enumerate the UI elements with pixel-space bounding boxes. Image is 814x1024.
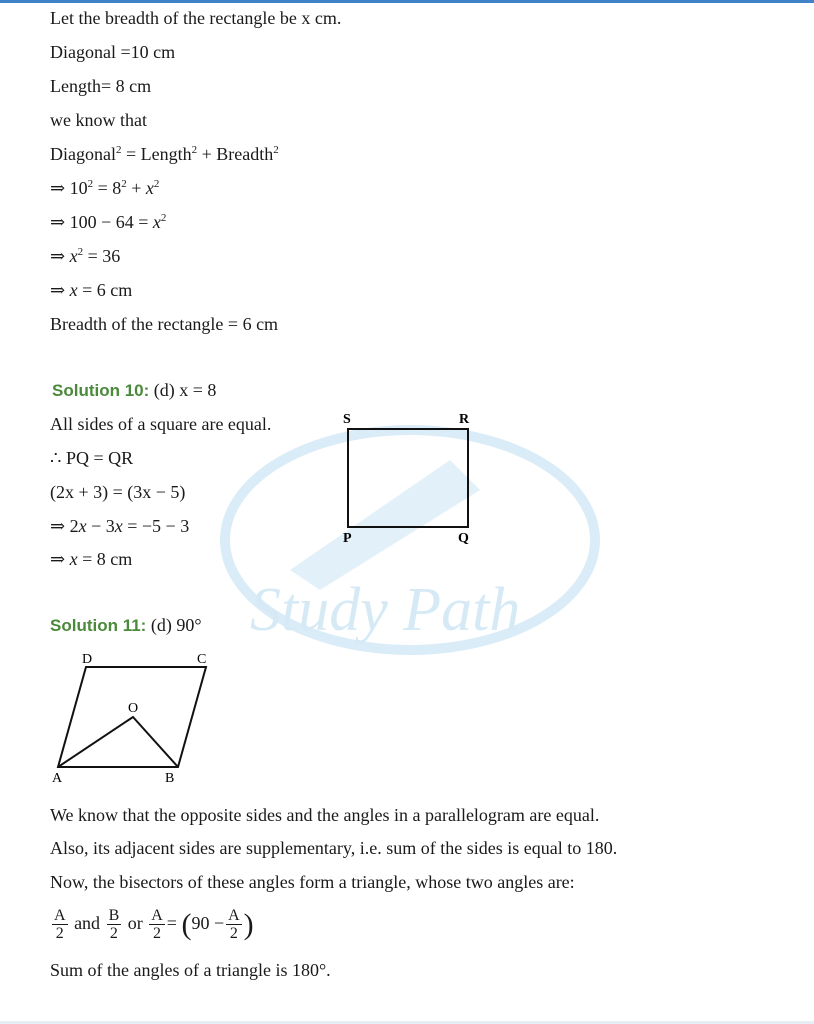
- text-line: Sum of the angles of a triangle is 180°.: [50, 960, 331, 980]
- vertex-label-d: D: [82, 652, 93, 667]
- parallelogram-diagram: [40, 645, 240, 790]
- text-line: (2x + 3) = (3x − 5): [50, 482, 186, 502]
- square-diagram: [330, 405, 490, 555]
- top-border: [0, 0, 814, 3]
- equation-line: ⇒ x = 8 cm: [50, 549, 133, 569]
- vertex-label-o: O: [128, 701, 139, 716]
- text-line: Also, its adjacent sides are supplementary, i.e. sum of the sides is equal to 180.: [50, 838, 618, 858]
- text-line: ∴ PQ = QR: [50, 448, 134, 468]
- vertex-label-p: P: [343, 531, 352, 546]
- text-line: Let the breadth of the rectangle be x cm.: [50, 8, 342, 28]
- fraction: $\frac{A}{2}$: [228, 907, 240, 943]
- fraction: $\frac{A}{2}$: [54, 907, 66, 943]
- vertex-label-c: C: [197, 652, 207, 667]
- fraction: $\frac{B}{2}$: [108, 907, 120, 943]
- equation-line: ⇒ x = 6 cm: [50, 280, 133, 300]
- solution-11-heading: Solution 11: (d) 90°: [50, 615, 202, 635]
- square-shape: [348, 429, 468, 527]
- vertex-label-s: S: [343, 412, 351, 427]
- vertex-label-b: B: [165, 771, 175, 786]
- angle-bisectors: [58, 717, 178, 767]
- solution-label: Solution 10:: [52, 381, 150, 400]
- text-line: Diagonal =10 cm: [50, 42, 176, 62]
- text-line: we know that: [50, 110, 147, 130]
- equation-line: ⇒ $x^2 = 36$: [50, 246, 121, 266]
- equation-line: ⇒ 2x − 3x = −5 − 3: [50, 516, 190, 536]
- watermark-text: Study Path: [250, 576, 521, 644]
- text-line: Length= 8 cm: [50, 76, 152, 96]
- equation-line: ⇒ $100 - 64 = x^2$: [50, 212, 167, 232]
- vertex-label-r: R: [459, 412, 470, 427]
- solution-label: Solution 11:: [50, 616, 147, 635]
- text-line: All sides of a square are equal.: [50, 414, 272, 434]
- text-line: Now, the bisectors of these angles form a triangle, whose two angles are:: [50, 872, 575, 892]
- solution-10-heading: Solution 10: (d) x = 8: [52, 380, 217, 400]
- equation-line: ⇒ $10^2 = 8^2 + x^2$: [50, 178, 160, 198]
- fraction: $\frac{A}{2}$: [151, 907, 163, 943]
- text-line: We know that the opposite sides and the angles in a parallelogram are equal.: [50, 805, 600, 825]
- fraction-equation: $\frac{A}{2}$ and $\frac{B}{2}$ or $\frac{A}{2}$ = (90 − $\frac{A}{2}$ ): [54, 907, 254, 943]
- vertex-label-q: Q: [458, 531, 469, 546]
- text-line: Breadth of the rectangle = 6 cm: [50, 314, 279, 334]
- equation-line: Diagonal$^2$ = Length$^2$ + Breadth$^2$: [50, 144, 279, 164]
- vertex-label-a: A: [52, 771, 63, 786]
